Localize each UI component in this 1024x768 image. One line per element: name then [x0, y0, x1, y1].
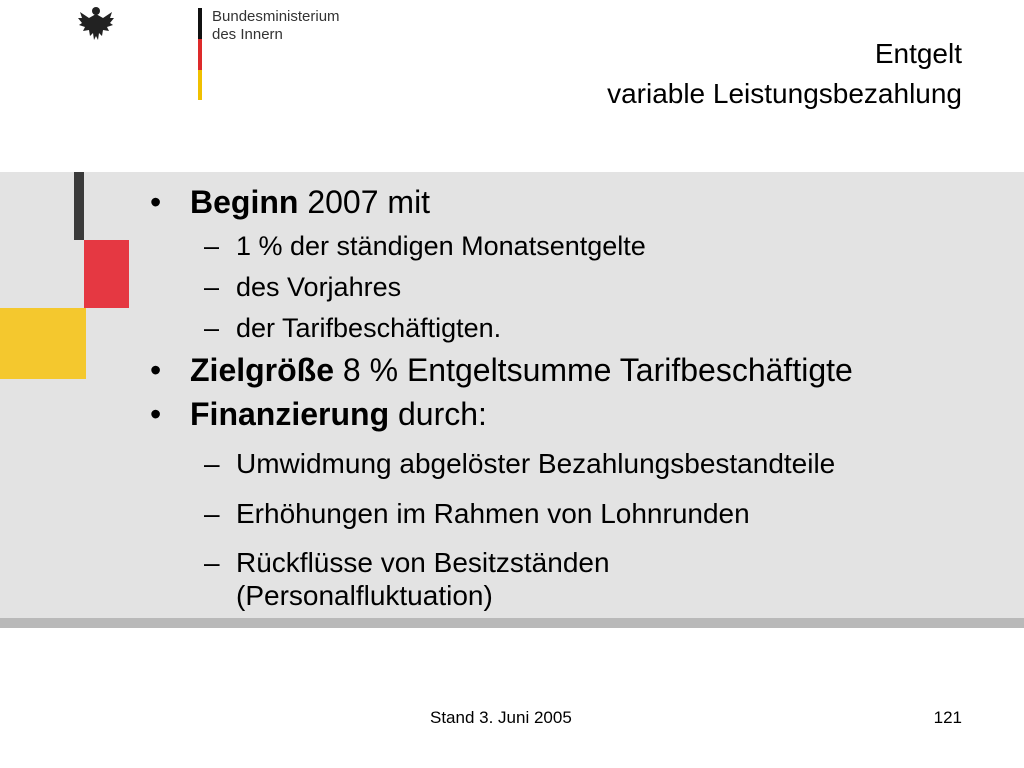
- sub-bullet-dash: –: [204, 313, 220, 343]
- ministry-name: [212, 8, 340, 44]
- bullet-keyword: Beginn: [190, 184, 299, 220]
- sub-bullet-text: Umwidmung abgelöster Bezahlungsbestandteile: [236, 448, 836, 479]
- sub-bullet-text: der Tarifbeschäftigten.: [236, 313, 502, 343]
- title-line2: variable Leistungsbezahlung: [607, 78, 962, 109]
- bullet-keyword: Finanzierung: [190, 396, 390, 432]
- bullet-item: [150, 352, 853, 388]
- sub-bullet-dash: –: [204, 272, 220, 302]
- sub-bullet-dash: –: [204, 448, 220, 479]
- sub-bullet-item: [204, 271, 401, 303]
- ministry-line2: des Innern: [212, 26, 283, 43]
- title-line1: Entgelt: [874, 38, 962, 69]
- bullet-item: [150, 184, 430, 220]
- sub-bullet-item: [204, 230, 646, 262]
- sub-bullet-text: Rückflüsse von Besitzständen: [236, 547, 610, 578]
- sub-bullet-text: des Vorjahres: [236, 272, 402, 302]
- sub-bullet-text: 1 % der ständigen Monatsentgelte: [236, 231, 646, 261]
- panel-bottom-bar: [0, 618, 1024, 628]
- bullet-dot: •: [150, 184, 162, 220]
- sub-bullet-item: [204, 498, 750, 530]
- sub-bullet-item: [204, 312, 501, 344]
- page-number: 121: [933, 708, 962, 727]
- sub-bullet-dash: –: [204, 231, 220, 261]
- sub-bullet-continuation: (Personalfluktuation): [236, 580, 493, 611]
- flag-stripe: [198, 8, 202, 100]
- sub-bullet-dash: –: [204, 547, 220, 578]
- federal-eagle-icon: [76, 4, 116, 44]
- bullet-dot: •: [150, 352, 162, 388]
- bullet-text: 8 % Entgeltsumme Tarifbeschäftigte: [334, 352, 853, 388]
- footer-date: Stand 3. Juni 2005: [430, 708, 572, 727]
- side-block-black: [74, 172, 84, 240]
- bullet-dot: •: [150, 396, 162, 432]
- ministry-logo: [76, 4, 340, 100]
- sub-bullet-item: [204, 448, 835, 480]
- sub-bullet-text: Erhöhungen im Rahmen von Lohnrunden: [236, 498, 750, 529]
- side-block-red: [84, 240, 129, 308]
- page-title: [607, 34, 962, 114]
- bullet-keyword: Zielgröße: [190, 352, 335, 388]
- sub-bullet-dash: –: [204, 498, 220, 529]
- sub-bullet-item: [204, 547, 610, 579]
- bullet-text: 2007 mit: [298, 184, 431, 220]
- side-block-gold: [0, 308, 86, 379]
- bullet-item: [150, 396, 487, 432]
- bullet-text: durch:: [389, 396, 487, 432]
- ministry-line1: Bundesministerium: [212, 8, 340, 25]
